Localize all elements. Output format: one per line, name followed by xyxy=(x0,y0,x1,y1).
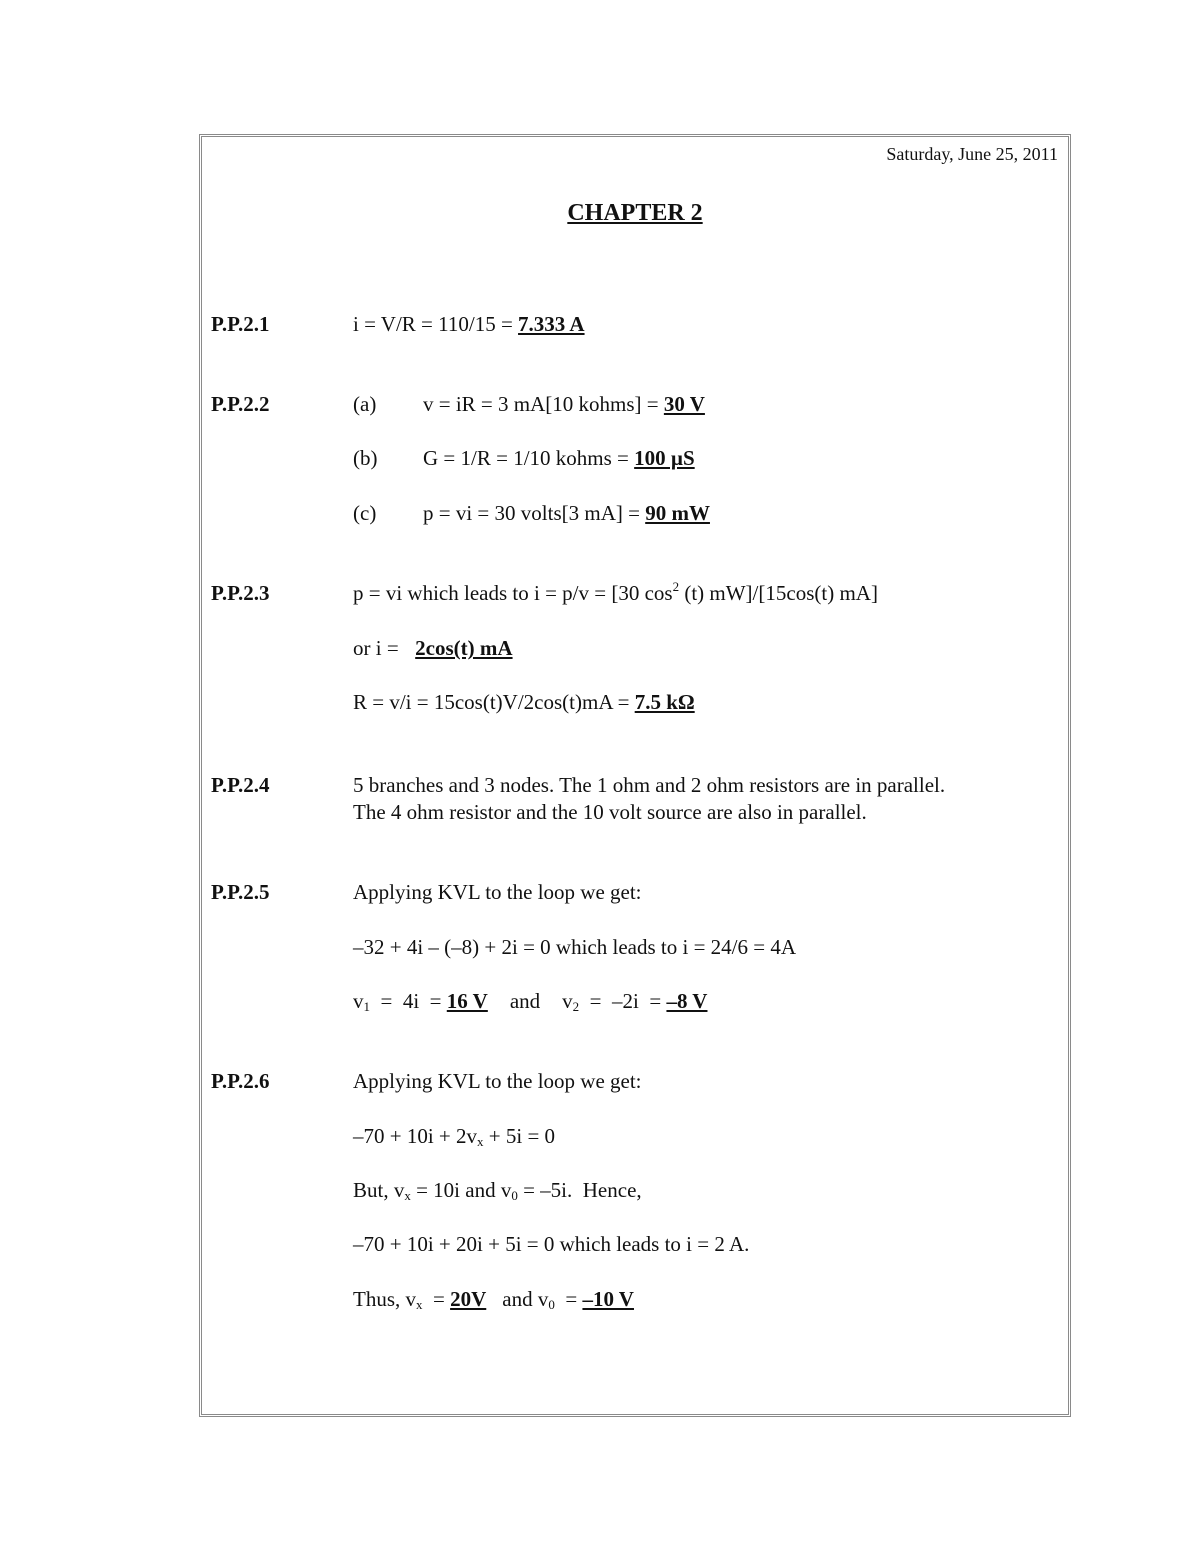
text: = xyxy=(554,1287,578,1311)
problem-2-6-line-4: –70 + 10i + 20i + 5i = 0 which leads to i = 2 A. xyxy=(353,1232,750,1256)
answer: 16 V xyxy=(446,989,488,1013)
part-b-tag: (b) xyxy=(353,446,378,470)
equation: v = iR = 3 mA[10 kohms] = xyxy=(423,392,659,416)
text: Thus, v xyxy=(353,1287,416,1311)
problem-2-6-line-5 xyxy=(353,1289,634,1310)
text: = 10i and v xyxy=(410,1178,512,1202)
text: p = vi which leads to i = p/v = [30 cos xyxy=(353,581,673,605)
problem-2-5-line-2: –32 + 4i – (–8) + 2i = 0 which leads to i = 24/6 = 4A xyxy=(353,935,797,959)
text: v xyxy=(562,989,573,1013)
superscript: 2 xyxy=(672,579,680,594)
problem-2-2b-line xyxy=(423,448,695,469)
answer: –8 V xyxy=(666,989,708,1013)
text: and v xyxy=(502,1287,549,1311)
text: = –2i = xyxy=(579,989,662,1013)
problem-2-5-line-3 xyxy=(353,991,707,1012)
answer: 7.333 A xyxy=(518,312,585,336)
subscript: x xyxy=(404,1188,411,1203)
problem-2-1-line xyxy=(353,314,585,335)
date-header: Saturday, June 25, 2011 xyxy=(886,144,1058,164)
problem-2-5-line-1: Applying KVL to the loop we get: xyxy=(353,880,642,904)
answer: –10 V xyxy=(582,1287,634,1311)
problem-2-6-line-1: Applying KVL to the loop we get: xyxy=(353,1069,642,1093)
problem-label-2-2: P.P.2.2 xyxy=(211,392,270,416)
text: = –5i. Hence, xyxy=(517,1178,642,1202)
problem-label-2-1: P.P.2.1 xyxy=(211,312,270,336)
subscript: x xyxy=(477,1134,484,1149)
problem-label-2-3: P.P.2.3 xyxy=(211,581,270,605)
problem-2-6-line-3 xyxy=(353,1180,642,1201)
problem-label-2-6: P.P.2.6 xyxy=(211,1069,270,1093)
problem-label-2-5: P.P.2.5 xyxy=(211,880,270,904)
problem-2-3-line-2 xyxy=(353,638,513,659)
problem-2-2a-line xyxy=(423,394,705,415)
text: = 4i = xyxy=(370,989,442,1013)
part-a-tag: (a) xyxy=(353,392,377,416)
part-c-tag: (c) xyxy=(353,501,377,525)
text: and xyxy=(509,989,541,1013)
subscript: 0 xyxy=(511,1188,518,1203)
problem-label-2-4: P.P.2.4 xyxy=(211,773,270,797)
problem-2-4-line-2: The 4 ohm resistor and the 10 volt source are also in parallel. xyxy=(353,800,867,824)
subscript: 1 xyxy=(363,999,370,1014)
chapter-title: CHAPTER 2 xyxy=(567,200,703,226)
equation: i = V/R = 110/15 = xyxy=(353,312,513,336)
problem-2-6-line-2 xyxy=(353,1126,555,1147)
answer: 20V xyxy=(450,1287,487,1311)
text: v xyxy=(353,989,364,1013)
text: or i = xyxy=(353,636,399,660)
text: R = v/i = 15cos(t)V/2cos(t)mA = xyxy=(353,690,630,714)
text: (t) mW]/[15cos(t) mA] xyxy=(679,581,878,605)
answer: 30 V xyxy=(663,392,705,416)
subscript: 2 xyxy=(572,999,580,1014)
subscript: 0 xyxy=(548,1297,555,1312)
answer: 100 µS xyxy=(634,446,695,470)
equation: p = vi = 30 volts[3 mA] = xyxy=(423,501,640,525)
answer: 7.5 kΩ xyxy=(634,690,695,714)
equation: G = 1/R = 1/10 kohms = xyxy=(423,446,629,470)
problem-2-3-line-1 xyxy=(353,579,878,605)
text: + 5i = 0 xyxy=(483,1124,556,1148)
text: –70 + 10i + 2v xyxy=(353,1124,478,1148)
problem-2-2c-line xyxy=(423,503,710,524)
problem-2-4-line-1: 5 branches and 3 nodes. The 1 ohm and 2 ohm resistors are in parallel. xyxy=(353,773,946,797)
text: = xyxy=(422,1287,445,1311)
answer: 90 mW xyxy=(645,501,710,525)
problem-2-3-line-3 xyxy=(353,692,695,713)
answer: 2cos(t) mA xyxy=(415,636,513,660)
subscript: x xyxy=(416,1297,423,1312)
text: But, v xyxy=(353,1178,405,1202)
